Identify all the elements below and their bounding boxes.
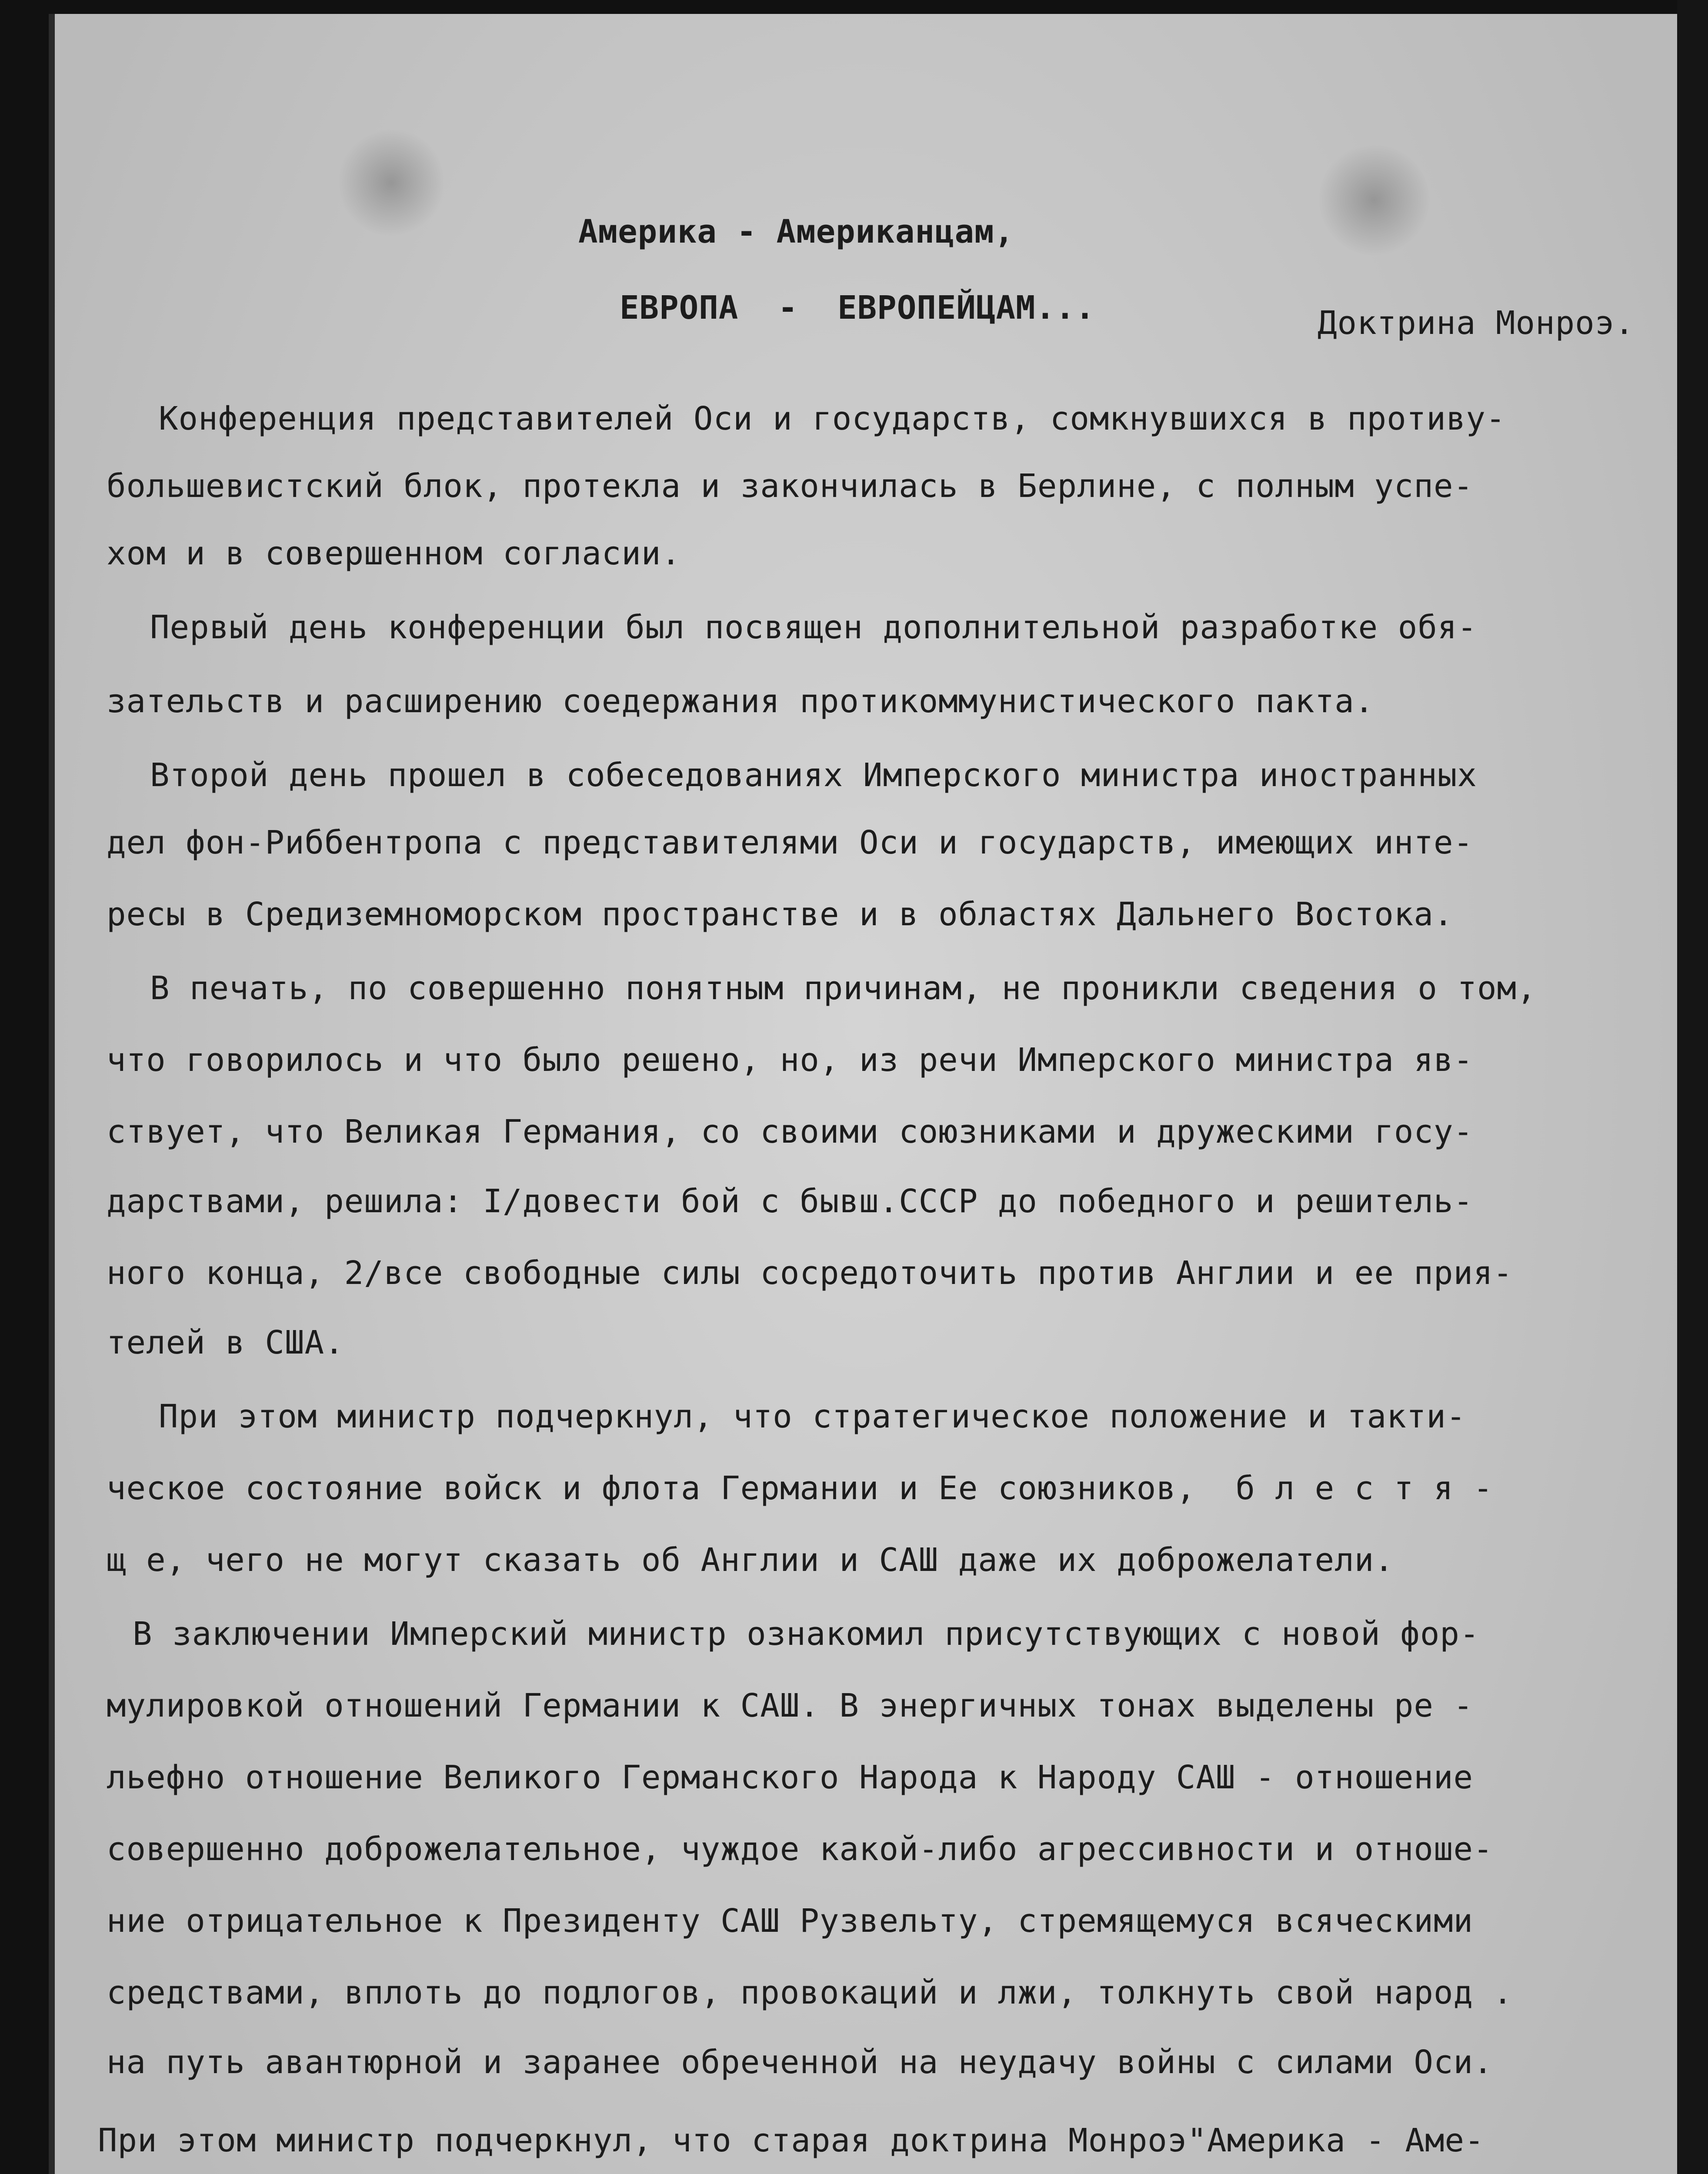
body-line: совершенно доброжелательное, чуждое какой-либо агрессивности и отноше-	[107, 1831, 1493, 1868]
body-line: дел фон-Риббентропа с представителями Оси и государств, имеющих инте-	[107, 824, 1474, 861]
body-line: хом и в совершенном согласии.	[107, 535, 681, 572]
body-line: щ е, чего не могут сказать об Англии и САШ даже их доброжелатели.	[107, 1541, 1394, 1579]
ink-smudge	[1318, 143, 1431, 257]
heading-line-2: ЕВРОПА - ЕВРОПЕЙЦАМ...	[620, 289, 1095, 327]
body-line: В печать, по совершенно понятным причинам, не проникли сведения о том,	[150, 970, 1537, 1007]
left-margin-shadow	[49, 14, 55, 2174]
body-line: ческое состояние войск и флота Германии и Ее союзников, б л е с т я -	[107, 1470, 1493, 1507]
body-line: При этом министр подчеркнул, что старая доктрина Монроэ"Америка - Аме-	[98, 2122, 1484, 2159]
heading-line-1: Америка - Американцам,	[578, 213, 1014, 250]
body-line: При этом министр подчеркнул, что стратегическое положение и такти-	[159, 1398, 1466, 1435]
body-line: ствует, что Великая Германия, со своими союзниками и дружескими госу-	[107, 1113, 1474, 1150]
right-edge-shadow	[1677, 0, 1708, 2174]
ink-smudge	[339, 126, 444, 239]
body-line: льефно отношение Великого Германского Народа к Народу САШ - отношение	[107, 1759, 1474, 1796]
body-line: что говорилось и что было решено, но, из речи Имперского министра яв-	[107, 1041, 1474, 1079]
body-line: дарствами, решила: I/довести бой с бывш.СССР до победного и решитель-	[107, 1183, 1474, 1220]
body-line: В заключении Имперский министр ознакомил присутствующих с новой фор-	[133, 1615, 1480, 1653]
body-line: средствами, вплоть до подлогов, провокаций и лжи, толкнуть свой народ .	[107, 1974, 1513, 2011]
body-line: Второй день прошел в собеседованиях Имперского министра иностранных	[150, 757, 1477, 794]
body-line: ресы в Средиземноморском пространстве и в областях Дальнего Востока.	[107, 896, 1454, 933]
body-line: телей в США.	[107, 1324, 344, 1361]
body-line: ного конца, 2/все свободные силы сосредоточить против Англии и ее прия-	[107, 1254, 1513, 1292]
body-line: на путь авантюрной и заранее обреченной на неудачу войны с силами Оси.	[107, 2044, 1493, 2081]
body-line: мулировкой отношений Германии к САШ. В энергичных тонах выделены ре -	[107, 1687, 1474, 1724]
body-line: Первый день конференции был посвящен дополнительной разработке обя-	[150, 609, 1477, 646]
body-line: ние отрицательное к Президенту САШ Рузвельту, стремящемуся всяческими	[107, 1902, 1474, 1940]
body-line: зательств и расширению соедержания протикоммунистического пакта.	[107, 683, 1374, 720]
body-line: большевистский блок, протекла и закончилась в Берлине, с полным успе-	[107, 467, 1474, 505]
epigraph-attribution: Доктрина Монроэ.	[1318, 304, 1635, 342]
body-line: Конференция представителей Оси и государств, сомкнувшихся в противу-	[159, 400, 1506, 437]
